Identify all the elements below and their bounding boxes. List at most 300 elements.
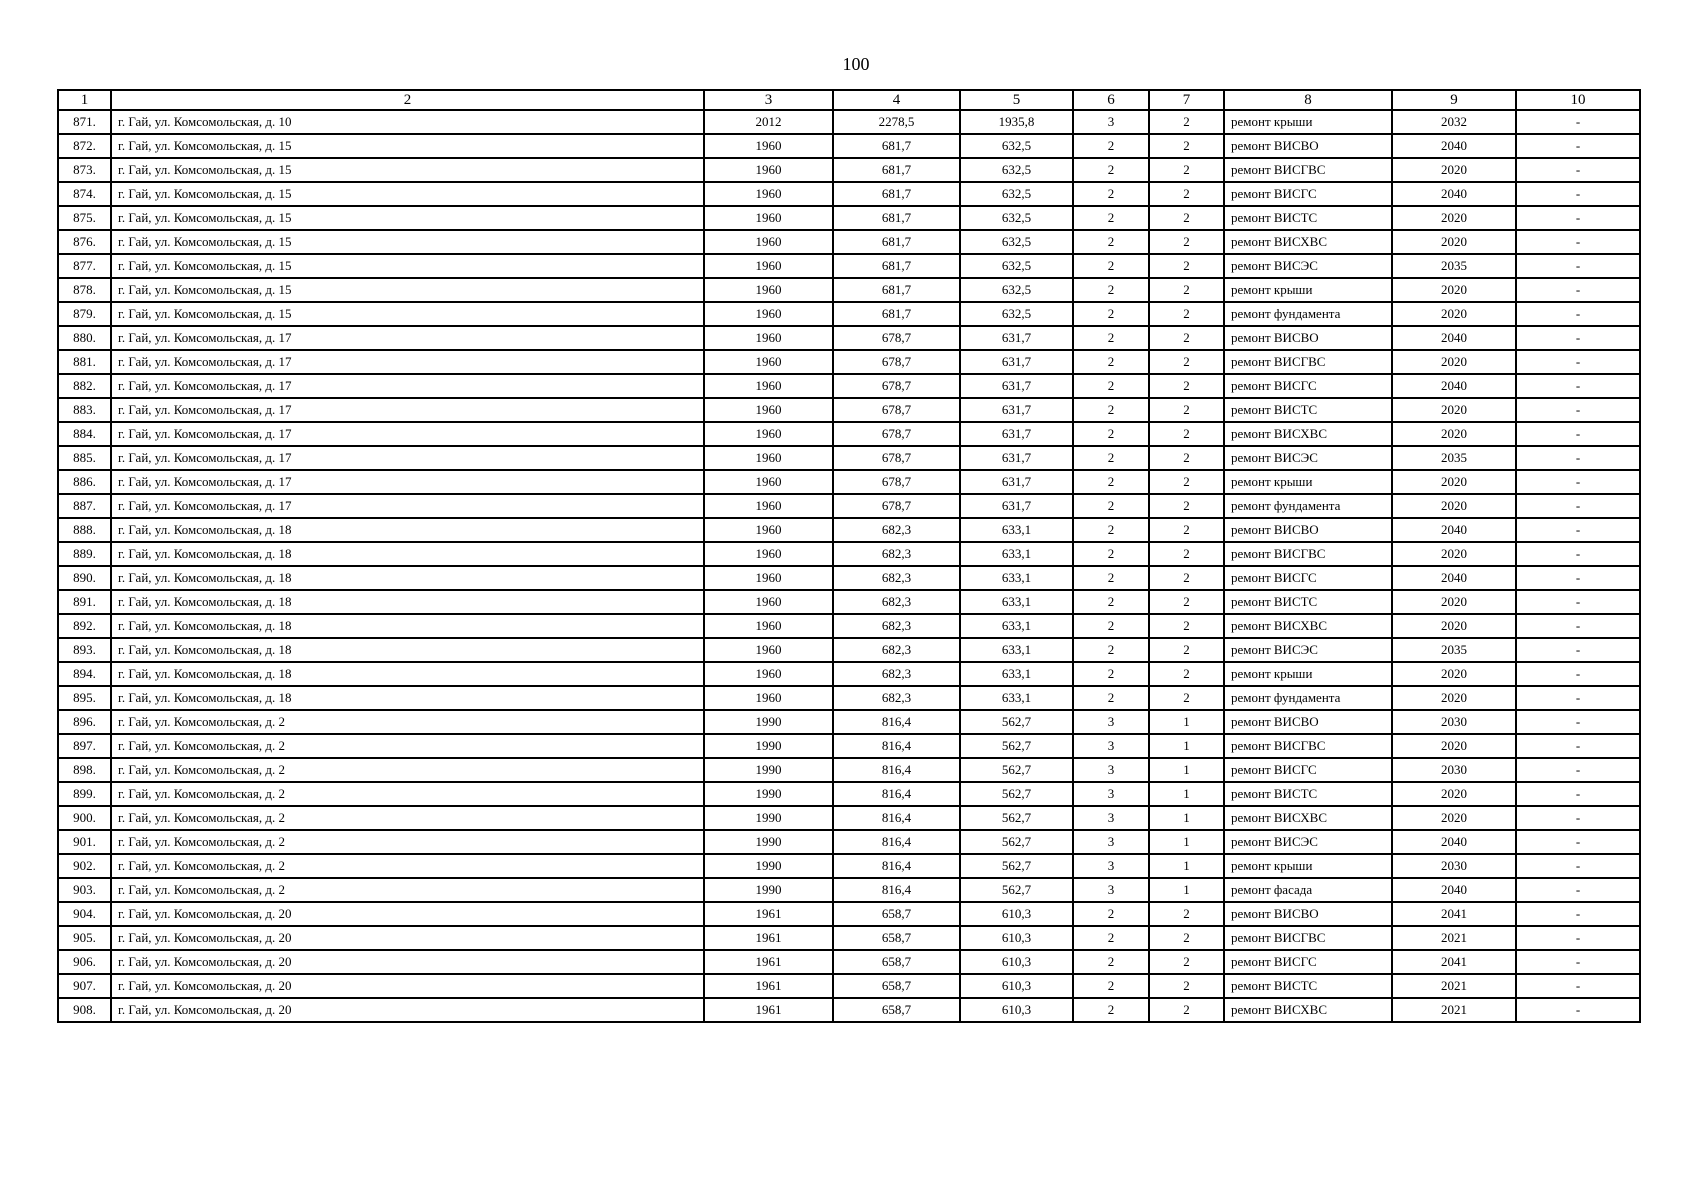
cell-year-built: 1990 — [704, 878, 833, 902]
cell-total-area: 682,3 — [833, 566, 960, 590]
cell-total-area: 658,7 — [833, 974, 960, 998]
cell-row-number: 904. — [58, 902, 111, 926]
cell-floors: 3 — [1073, 830, 1149, 854]
cell-year-built: 1990 — [704, 758, 833, 782]
cell-work-type: ремонт фундамента — [1224, 686, 1392, 710]
cell-note: - — [1516, 206, 1640, 230]
cell-row-number: 883. — [58, 398, 111, 422]
cell-living-area: 633,1 — [960, 686, 1073, 710]
cell-entrances: 2 — [1149, 614, 1224, 638]
cell-year-built: 1960 — [704, 662, 833, 686]
cell-address: г. Гай, ул. Комсомольская, д. 17 — [111, 470, 704, 494]
cell-work-type: ремонт ВИСХВС — [1224, 614, 1392, 638]
cell-note: - — [1516, 926, 1640, 950]
table-row — [58, 110, 1640, 134]
table-row — [58, 134, 1640, 158]
cell-work-type: ремонт крыши — [1224, 854, 1392, 878]
cell-address: г. Гай, ул. Комсомольская, д. 2 — [111, 854, 704, 878]
cell-work-type: ремонт ВИСВО — [1224, 518, 1392, 542]
cell-entrances: 2 — [1149, 446, 1224, 470]
cell-row-number: 897. — [58, 734, 111, 758]
cell-entrances: 1 — [1149, 734, 1224, 758]
cell-row-number: 903. — [58, 878, 111, 902]
cell-living-area: 610,3 — [960, 998, 1073, 1022]
cell-work-type: ремонт ВИСГС — [1224, 950, 1392, 974]
cell-planned-year: 2032 — [1392, 110, 1516, 134]
cell-living-area: 562,7 — [960, 782, 1073, 806]
cell-year-built: 1960 — [704, 278, 833, 302]
cell-row-number: 876. — [58, 230, 111, 254]
cell-year-built: 1960 — [704, 350, 833, 374]
cell-row-number: 881. — [58, 350, 111, 374]
table-row — [58, 734, 1640, 758]
cell-address: г. Гай, ул. Комсомольская, д. 2 — [111, 758, 704, 782]
cell-work-type: ремонт ВИСЭС — [1224, 638, 1392, 662]
cell-note: - — [1516, 590, 1640, 614]
cell-year-built: 1960 — [704, 686, 833, 710]
cell-work-type: ремонт ВИСЭС — [1224, 254, 1392, 278]
table-row — [58, 254, 1640, 278]
cell-row-number: 884. — [58, 422, 111, 446]
column-header: 10 — [1516, 90, 1640, 110]
cell-total-area: 658,7 — [833, 926, 960, 950]
cell-entrances: 1 — [1149, 806, 1224, 830]
table-body — [58, 110, 1640, 1022]
cell-work-type: ремонт ВИСГВС — [1224, 542, 1392, 566]
cell-planned-year: 2040 — [1392, 518, 1516, 542]
table-row — [58, 974, 1640, 998]
cell-planned-year: 2020 — [1392, 782, 1516, 806]
cell-entrances: 2 — [1149, 206, 1224, 230]
cell-year-built: 1961 — [704, 902, 833, 926]
cell-entrances: 2 — [1149, 926, 1224, 950]
cell-row-number: 889. — [58, 542, 111, 566]
table-row — [58, 662, 1640, 686]
cell-living-area: 632,5 — [960, 134, 1073, 158]
cell-floors: 2 — [1073, 638, 1149, 662]
cell-year-built: 1960 — [704, 470, 833, 494]
cell-living-area: 633,1 — [960, 614, 1073, 638]
cell-entrances: 1 — [1149, 782, 1224, 806]
cell-entrances: 2 — [1149, 134, 1224, 158]
cell-row-number: 877. — [58, 254, 111, 278]
cell-floors: 2 — [1073, 902, 1149, 926]
cell-entrances: 2 — [1149, 398, 1224, 422]
cell-living-area: 633,1 — [960, 662, 1073, 686]
table-row — [58, 950, 1640, 974]
cell-row-number: 902. — [58, 854, 111, 878]
table-row — [58, 710, 1640, 734]
cell-floors: 2 — [1073, 326, 1149, 350]
cell-address: г. Гай, ул. Комсомольская, д. 18 — [111, 638, 704, 662]
cell-floors: 2 — [1073, 398, 1149, 422]
cell-address: г. Гай, ул. Комсомольская, д. 18 — [111, 590, 704, 614]
cell-row-number: 885. — [58, 446, 111, 470]
cell-living-area: 631,7 — [960, 446, 1073, 470]
cell-total-area: 682,3 — [833, 542, 960, 566]
cell-note: - — [1516, 710, 1640, 734]
cell-row-number: 905. — [58, 926, 111, 950]
cell-work-type: ремонт крыши — [1224, 470, 1392, 494]
table-row — [58, 278, 1640, 302]
column-header: 1 — [58, 90, 111, 110]
cell-work-type: ремонт ВИСГВС — [1224, 926, 1392, 950]
cell-year-built: 1960 — [704, 398, 833, 422]
cell-floors: 2 — [1073, 686, 1149, 710]
cell-entrances: 2 — [1149, 974, 1224, 998]
cell-living-area: 632,5 — [960, 230, 1073, 254]
cell-note: - — [1516, 446, 1640, 470]
cell-address: г. Гай, ул. Комсомольская, д. 15 — [111, 206, 704, 230]
cell-address: г. Гай, ул. Комсомольская, д. 20 — [111, 902, 704, 926]
cell-total-area: 678,7 — [833, 326, 960, 350]
cell-total-area: 681,7 — [833, 182, 960, 206]
cell-living-area: 631,7 — [960, 350, 1073, 374]
column-header: 9 — [1392, 90, 1516, 110]
cell-row-number: 872. — [58, 134, 111, 158]
cell-note: - — [1516, 110, 1640, 134]
table-row — [58, 230, 1640, 254]
cell-address: г. Гай, ул. Комсомольская, д. 17 — [111, 374, 704, 398]
table-row — [58, 638, 1640, 662]
cell-living-area: 632,5 — [960, 302, 1073, 326]
cell-living-area: 632,5 — [960, 182, 1073, 206]
table-row — [58, 566, 1640, 590]
cell-work-type: ремонт ВИСВО — [1224, 134, 1392, 158]
cell-floors: 2 — [1073, 974, 1149, 998]
cell-planned-year: 2040 — [1392, 374, 1516, 398]
cell-address: г. Гай, ул. Комсомольская, д. 15 — [111, 158, 704, 182]
cell-work-type: ремонт ВИСТС — [1224, 782, 1392, 806]
cell-total-area: 678,7 — [833, 398, 960, 422]
cell-year-built: 1960 — [704, 254, 833, 278]
cell-planned-year: 2020 — [1392, 614, 1516, 638]
cell-entrances: 2 — [1149, 950, 1224, 974]
cell-planned-year: 2021 — [1392, 926, 1516, 950]
cell-entrances: 2 — [1149, 566, 1224, 590]
cell-entrances: 2 — [1149, 230, 1224, 254]
cell-entrances: 2 — [1149, 350, 1224, 374]
cell-living-area: 631,7 — [960, 470, 1073, 494]
cell-planned-year: 2020 — [1392, 470, 1516, 494]
table-row — [58, 446, 1640, 470]
cell-entrances: 2 — [1149, 326, 1224, 350]
cell-work-type: ремонт ВИСТС — [1224, 398, 1392, 422]
cell-planned-year: 2020 — [1392, 806, 1516, 830]
cell-floors: 2 — [1073, 422, 1149, 446]
cell-planned-year: 2020 — [1392, 662, 1516, 686]
cell-planned-year: 2035 — [1392, 638, 1516, 662]
cell-total-area: 681,7 — [833, 206, 960, 230]
cell-total-area: 678,7 — [833, 374, 960, 398]
cell-note: - — [1516, 158, 1640, 182]
cell-note: - — [1516, 998, 1640, 1022]
cell-planned-year: 2020 — [1392, 542, 1516, 566]
cell-row-number: 875. — [58, 206, 111, 230]
cell-living-area: 631,7 — [960, 374, 1073, 398]
table-row — [58, 902, 1640, 926]
cell-planned-year: 2040 — [1392, 134, 1516, 158]
cell-total-area: 678,7 — [833, 446, 960, 470]
cell-year-built: 1990 — [704, 710, 833, 734]
cell-floors: 2 — [1073, 590, 1149, 614]
table-row — [58, 494, 1640, 518]
cell-entrances: 2 — [1149, 542, 1224, 566]
cell-total-area: 816,4 — [833, 710, 960, 734]
cell-planned-year: 2021 — [1392, 998, 1516, 1022]
cell-total-area: 678,7 — [833, 350, 960, 374]
table-row — [58, 614, 1640, 638]
cell-floors: 2 — [1073, 158, 1149, 182]
column-header: 6 — [1073, 90, 1149, 110]
table-row — [58, 302, 1640, 326]
cell-work-type: ремонт крыши — [1224, 662, 1392, 686]
cell-row-number: 873. — [58, 158, 111, 182]
cell-row-number: 880. — [58, 326, 111, 350]
column-header: 4 — [833, 90, 960, 110]
cell-year-built: 2012 — [704, 110, 833, 134]
cell-living-area: 632,5 — [960, 278, 1073, 302]
cell-floors: 3 — [1073, 734, 1149, 758]
cell-entrances: 2 — [1149, 110, 1224, 134]
cell-row-number: 906. — [58, 950, 111, 974]
cell-living-area: 633,1 — [960, 638, 1073, 662]
cell-row-number: 890. — [58, 566, 111, 590]
cell-row-number: 892. — [58, 614, 111, 638]
cell-row-number: 896. — [58, 710, 111, 734]
cell-planned-year: 2035 — [1392, 254, 1516, 278]
cell-note: - — [1516, 734, 1640, 758]
cell-work-type: ремонт фундамента — [1224, 302, 1392, 326]
cell-entrances: 2 — [1149, 470, 1224, 494]
cell-note: - — [1516, 374, 1640, 398]
table-row — [58, 686, 1640, 710]
cell-note: - — [1516, 974, 1640, 998]
cell-living-area: 632,5 — [960, 158, 1073, 182]
cell-planned-year: 2040 — [1392, 326, 1516, 350]
cell-total-area: 682,3 — [833, 518, 960, 542]
cell-work-type: ремонт ВИСГС — [1224, 758, 1392, 782]
cell-row-number: 893. — [58, 638, 111, 662]
cell-note: - — [1516, 830, 1640, 854]
cell-entrances: 1 — [1149, 710, 1224, 734]
cell-year-built: 1960 — [704, 134, 833, 158]
cell-address: г. Гай, ул. Комсомольская, д. 15 — [111, 182, 704, 206]
cell-address: г. Гай, ул. Комсомольская, д. 18 — [111, 686, 704, 710]
cell-total-area: 681,7 — [833, 278, 960, 302]
table-row — [58, 806, 1640, 830]
cell-planned-year: 2040 — [1392, 182, 1516, 206]
cell-entrances: 2 — [1149, 422, 1224, 446]
cell-year-built: 1960 — [704, 542, 833, 566]
cell-total-area: 658,7 — [833, 902, 960, 926]
table-row — [58, 398, 1640, 422]
cell-living-area: 562,7 — [960, 710, 1073, 734]
table-row — [58, 326, 1640, 350]
cell-note: - — [1516, 518, 1640, 542]
cell-entrances: 2 — [1149, 158, 1224, 182]
cell-entrances: 2 — [1149, 662, 1224, 686]
table-row — [58, 830, 1640, 854]
cell-planned-year: 2030 — [1392, 854, 1516, 878]
cell-living-area: 562,7 — [960, 854, 1073, 878]
cell-address: г. Гай, ул. Комсомольская, д. 2 — [111, 782, 704, 806]
cell-floors: 3 — [1073, 110, 1149, 134]
cell-note: - — [1516, 758, 1640, 782]
cell-work-type: ремонт ВИСГС — [1224, 182, 1392, 206]
cell-year-built: 1960 — [704, 302, 833, 326]
cell-year-built: 1960 — [704, 158, 833, 182]
cell-living-area: 562,7 — [960, 806, 1073, 830]
cell-floors: 2 — [1073, 278, 1149, 302]
cell-work-type: ремонт ВИСТС — [1224, 974, 1392, 998]
cell-entrances: 2 — [1149, 182, 1224, 206]
cell-floors: 2 — [1073, 374, 1149, 398]
cell-entrances: 2 — [1149, 998, 1224, 1022]
cell-year-built: 1960 — [704, 374, 833, 398]
table-row — [58, 878, 1640, 902]
cell-total-area: 681,7 — [833, 254, 960, 278]
cell-note: - — [1516, 662, 1640, 686]
cell-work-type: ремонт ВИСЭС — [1224, 830, 1392, 854]
table-row — [58, 158, 1640, 182]
table-row — [58, 374, 1640, 398]
cell-row-number: 891. — [58, 590, 111, 614]
cell-work-type: ремонт ВИСВО — [1224, 326, 1392, 350]
cell-planned-year: 2020 — [1392, 206, 1516, 230]
cell-note: - — [1516, 902, 1640, 926]
cell-planned-year: 2030 — [1392, 758, 1516, 782]
cell-row-number: 887. — [58, 494, 111, 518]
cell-address: г. Гай, ул. Комсомольская, д. 2 — [111, 734, 704, 758]
cell-address: г. Гай, ул. Комсомольская, д. 17 — [111, 446, 704, 470]
cell-total-area: 681,7 — [833, 158, 960, 182]
cell-living-area: 562,7 — [960, 758, 1073, 782]
cell-total-area: 658,7 — [833, 998, 960, 1022]
cell-row-number: 895. — [58, 686, 111, 710]
cell-address: г. Гай, ул. Комсомольская, д. 2 — [111, 806, 704, 830]
cell-floors: 2 — [1073, 542, 1149, 566]
cell-work-type: ремонт крыши — [1224, 110, 1392, 134]
cell-floors: 2 — [1073, 350, 1149, 374]
cell-note: - — [1516, 230, 1640, 254]
cell-address: г. Гай, ул. Комсомольская, д. 20 — [111, 950, 704, 974]
cell-entrances: 1 — [1149, 854, 1224, 878]
cell-row-number: 871. — [58, 110, 111, 134]
cell-work-type: ремонт ВИСЭС — [1224, 446, 1392, 470]
cell-address: г. Гай, ул. Комсомольская, д. 20 — [111, 926, 704, 950]
cell-living-area: 610,3 — [960, 950, 1073, 974]
cell-year-built: 1960 — [704, 494, 833, 518]
cell-planned-year: 2041 — [1392, 902, 1516, 926]
cell-floors: 2 — [1073, 134, 1149, 158]
cell-floors: 2 — [1073, 518, 1149, 542]
cell-living-area: 631,7 — [960, 326, 1073, 350]
cell-total-area: 682,3 — [833, 614, 960, 638]
cell-year-built: 1960 — [704, 638, 833, 662]
cell-address: г. Гай, ул. Комсомольская, д. 18 — [111, 518, 704, 542]
cell-planned-year: 2020 — [1392, 158, 1516, 182]
table-row — [58, 470, 1640, 494]
cell-work-type: ремонт ВИСГС — [1224, 566, 1392, 590]
cell-entrances: 2 — [1149, 302, 1224, 326]
cell-living-area: 1935,8 — [960, 110, 1073, 134]
cell-floors: 2 — [1073, 566, 1149, 590]
cell-total-area: 816,4 — [833, 782, 960, 806]
cell-living-area: 610,3 — [960, 902, 1073, 926]
cell-work-type: ремонт крыши — [1224, 278, 1392, 302]
cell-planned-year: 2035 — [1392, 446, 1516, 470]
cell-year-built: 1961 — [704, 998, 833, 1022]
cell-note: - — [1516, 422, 1640, 446]
cell-living-area: 632,5 — [960, 254, 1073, 278]
cell-entrances: 2 — [1149, 902, 1224, 926]
cell-note: - — [1516, 350, 1640, 374]
cell-year-built: 1960 — [704, 614, 833, 638]
cell-floors: 2 — [1073, 446, 1149, 470]
table-row — [58, 422, 1640, 446]
cell-entrances: 1 — [1149, 758, 1224, 782]
cell-total-area: 681,7 — [833, 230, 960, 254]
cell-row-number: 878. — [58, 278, 111, 302]
cell-year-built: 1960 — [704, 518, 833, 542]
cell-note: - — [1516, 494, 1640, 518]
table-row — [58, 182, 1640, 206]
cell-note: - — [1516, 542, 1640, 566]
cell-year-built: 1960 — [704, 590, 833, 614]
cell-address: г. Гай, ул. Комсомольская, д. 17 — [111, 326, 704, 350]
cell-work-type: ремонт ВИСГС — [1224, 374, 1392, 398]
cell-address: г. Гай, ул. Комсомольская, д. 15 — [111, 302, 704, 326]
cell-total-area: 681,7 — [833, 302, 960, 326]
repair-schedule-table — [57, 89, 1641, 1023]
cell-living-area: 633,1 — [960, 518, 1073, 542]
cell-total-area: 816,4 — [833, 854, 960, 878]
cell-row-number: 907. — [58, 974, 111, 998]
cell-year-built: 1960 — [704, 566, 833, 590]
cell-note: - — [1516, 878, 1640, 902]
cell-floors: 2 — [1073, 950, 1149, 974]
cell-address: г. Гай, ул. Комсомольская, д. 17 — [111, 350, 704, 374]
cell-living-area: 633,1 — [960, 542, 1073, 566]
cell-entrances: 2 — [1149, 374, 1224, 398]
cell-planned-year: 2041 — [1392, 950, 1516, 974]
cell-total-area: 682,3 — [833, 590, 960, 614]
cell-floors: 3 — [1073, 782, 1149, 806]
cell-total-area: 678,7 — [833, 494, 960, 518]
cell-work-type: ремонт фундамента — [1224, 494, 1392, 518]
cell-floors: 2 — [1073, 230, 1149, 254]
cell-entrances: 2 — [1149, 686, 1224, 710]
cell-year-built: 1960 — [704, 206, 833, 230]
cell-work-type: ремонт ВИСТС — [1224, 590, 1392, 614]
cell-note: - — [1516, 854, 1640, 878]
cell-address: г. Гай, ул. Комсомольская, д. 18 — [111, 566, 704, 590]
cell-planned-year: 2020 — [1392, 278, 1516, 302]
cell-floors: 2 — [1073, 614, 1149, 638]
cell-address: г. Гай, ул. Комсомольская, д. 20 — [111, 974, 704, 998]
cell-year-built: 1960 — [704, 326, 833, 350]
cell-year-built: 1961 — [704, 974, 833, 998]
table-row — [58, 350, 1640, 374]
column-header: 2 — [111, 90, 704, 110]
cell-row-number: 894. — [58, 662, 111, 686]
cell-work-type: ремонт ВИСХВС — [1224, 806, 1392, 830]
cell-address: г. Гай, ул. Комсомольская, д. 15 — [111, 134, 704, 158]
cell-total-area: 816,4 — [833, 734, 960, 758]
table-row — [58, 998, 1640, 1022]
cell-note: - — [1516, 326, 1640, 350]
